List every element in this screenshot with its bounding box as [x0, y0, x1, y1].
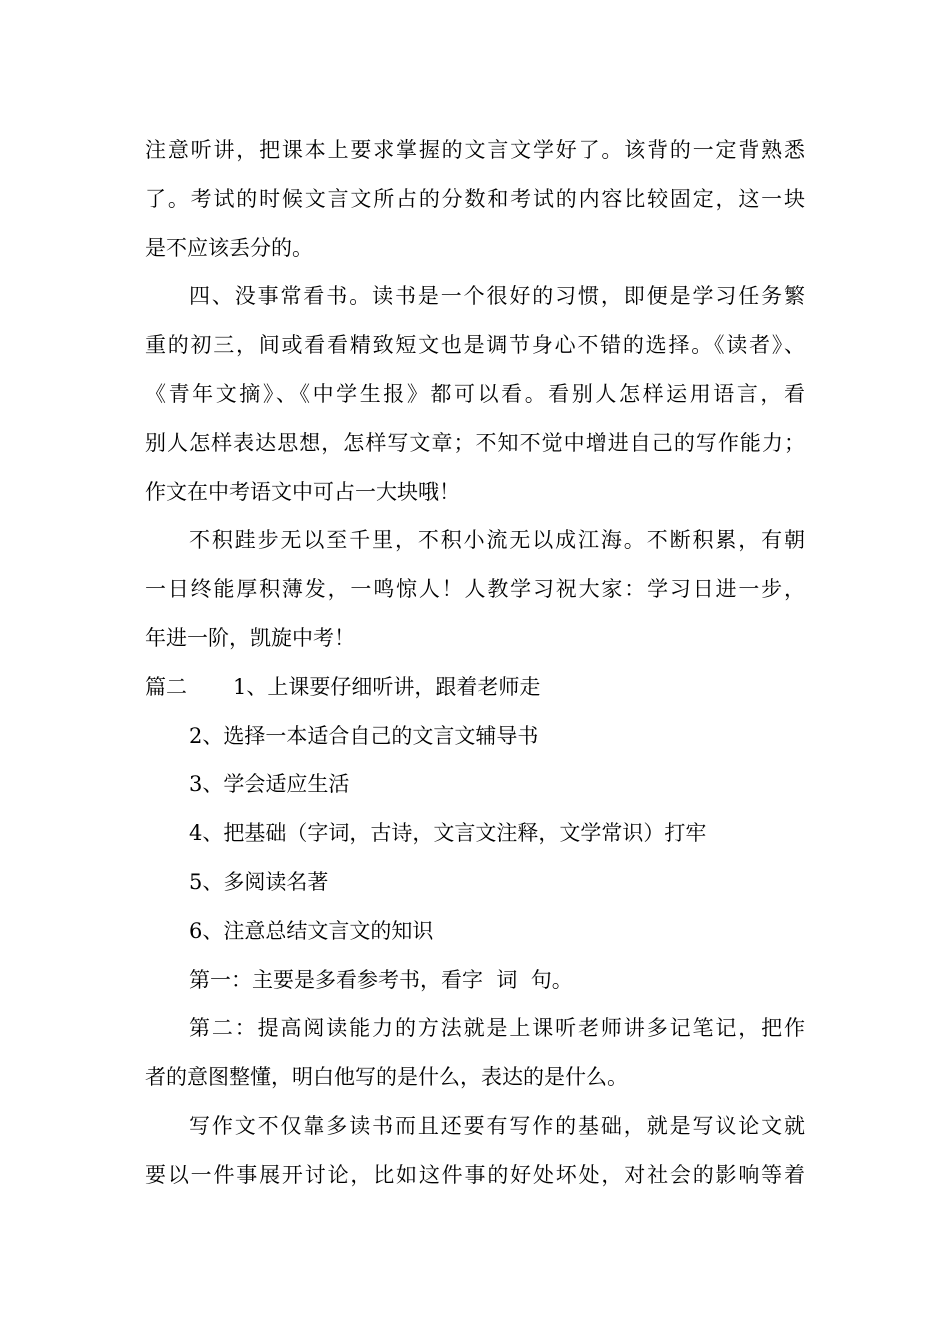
list-item: 3、学会适应生活 — [189, 772, 350, 797]
section-heading-line — [145, 663, 805, 712]
text-line: 要以一件事展开讨论，比如这件事的好处坏处，对社会的影响等着 — [145, 1162, 805, 1187]
section-label: 篇二 — [145, 674, 187, 699]
text-line: 者的意图整懂，明白他写的是什么，表达的是什么。 — [145, 1065, 628, 1090]
text-line: 第二：提高阅读能力的方法就是上课听老师讲多记笔记，把作 — [189, 1016, 805, 1041]
text-line: 四、没事常看书。读书是一个很好的习惯，即便是学习任务繁 — [189, 284, 805, 309]
text-line: 写作文不仅靠多读书而且还要有写作的基础，就是写议论文就 — [189, 1113, 805, 1138]
text-line: 是不应该丢分的。 — [145, 235, 313, 260]
text-line: 别人怎样表达思想，怎样写文章；不知不觉中增进自己的写作能力； — [145, 430, 805, 455]
list-item: 2、选择一本适合自己的文言文辅导书 — [189, 723, 539, 748]
list-item: 4、把基础（字词，古诗，文言文注释，文学常识）打牢 — [189, 821, 707, 846]
text-line: 了。考试的时候文言文所占的分数和考试的内容比较固定，这一块 — [145, 186, 805, 211]
list-item: 5、多阅读名著 — [189, 869, 329, 894]
list-item: 1、上课要仔细听讲，跟着老师走 — [233, 674, 541, 699]
document-body — [145, 126, 805, 1200]
list-item: 6、注意总结文言文的知识 — [189, 918, 434, 943]
text-line: 年进一阶，凯旋中考！ — [145, 625, 355, 650]
text-line: 作文在中考语文中可占一大块哦！ — [145, 479, 460, 504]
text-line: 不积跬步无以至千里，不积小流无以成江海。不断积累，有朝 — [189, 528, 805, 553]
text-line: 重的初三，间或看看精致短文也是调节身心不错的选择。《读者》、 — [145, 333, 805, 358]
text-line: 一日终能厚积薄发，一鸣惊人！人教学习祝大家：学习日进一步， — [145, 577, 805, 602]
text-line: 第一：主要是多看参考书，看字 词 句。 — [189, 967, 573, 992]
text-line: 注意听讲，把课本上要求掌握的文言文学好了。该背的一定背熟悉 — [145, 138, 805, 162]
text-line: 《青年文摘》、《中学生报》都可以看。看别人怎样运用语言，看 — [145, 381, 805, 406]
